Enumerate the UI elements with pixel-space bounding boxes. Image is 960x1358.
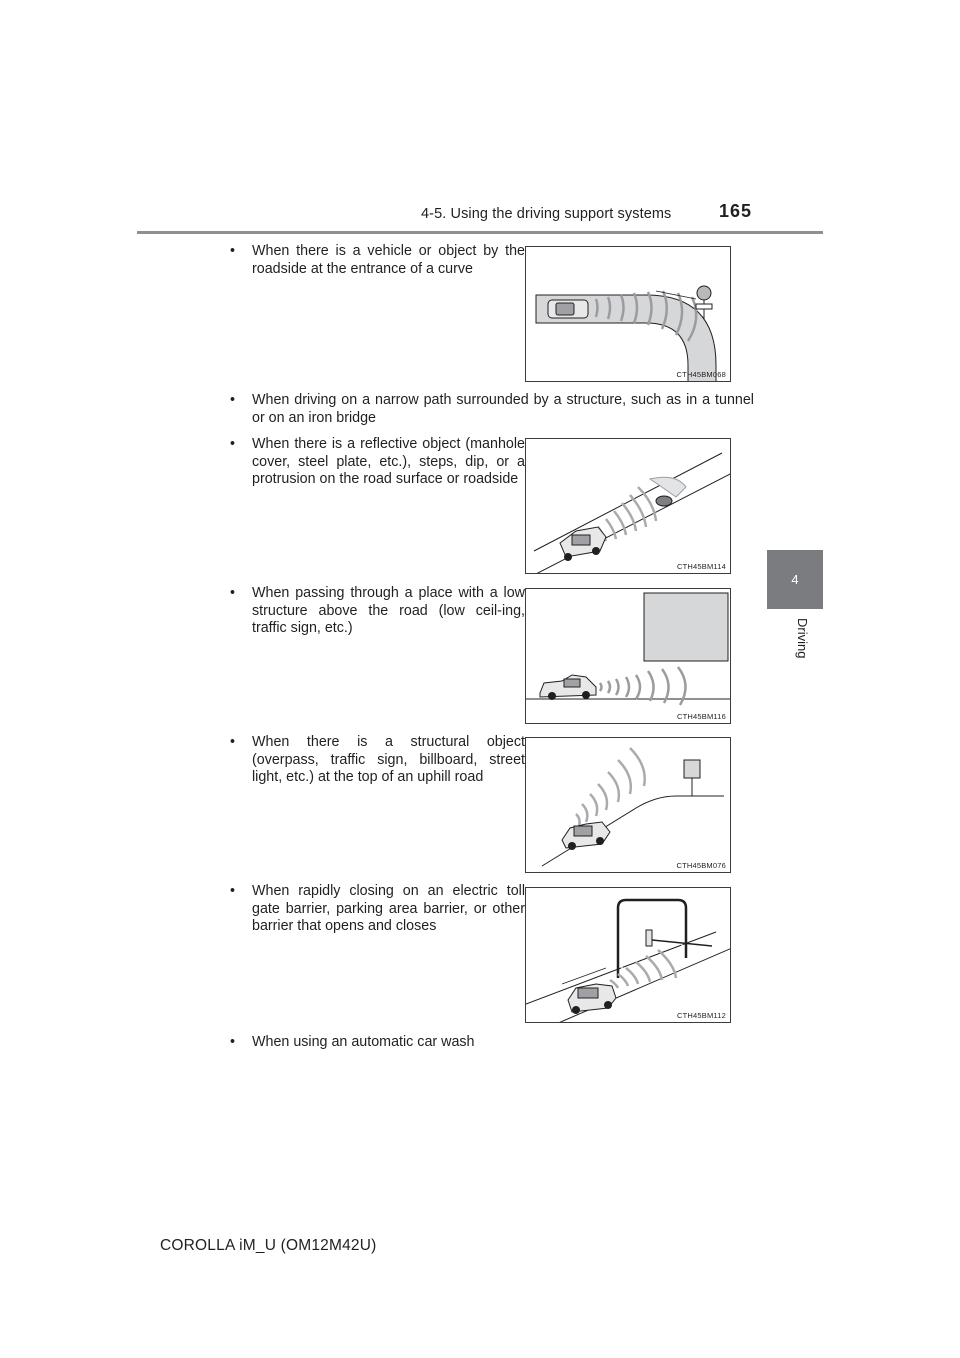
figure-code: CTH45BM114 — [677, 562, 726, 571]
figure-uphill-structure — [525, 737, 731, 873]
bullet-marker: • — [230, 1034, 236, 1050]
curve-illustration — [526, 247, 731, 382]
bullet-item — [230, 1034, 754, 1052]
bullet-text: When there is a vehicle or object by the roadside at the entrance of a curve — [252, 243, 525, 277]
bullet-item — [230, 734, 525, 787]
bullet-item — [230, 585, 525, 638]
page-number: 165 — [719, 201, 753, 221]
figure-code: CTH45BM068 — [676, 370, 726, 379]
footer-model: COROLLA iM_U (OM12M42U) — [160, 1237, 377, 1254]
bullet-marker: • — [230, 436, 236, 452]
bullet-text: When there is a reflective object (manhole cover, steel plate, etc.), steps, dip, or a protrusion on the road surface or roadside — [252, 436, 525, 488]
header-divider — [137, 231, 823, 234]
figure-curve-roadside-object — [525, 246, 731, 382]
road-reflective-illustration — [526, 439, 731, 574]
section-title: 4-5. Using the driving support systems — [421, 206, 672, 222]
bullet-marker: • — [230, 883, 236, 899]
bullet-text: When using an automatic car wash — [252, 1034, 475, 1050]
bullet-marker: • — [230, 392, 236, 408]
toll-gate-illustration — [526, 888, 731, 1023]
figure-code: CTH45BM076 — [676, 861, 726, 870]
figure-toll-gate-barrier — [525, 887, 731, 1023]
bullet-item — [230, 883, 525, 936]
bullet-item — [230, 392, 754, 427]
bullet-text: When passing through a place with a low structure above the road (low ceil-ing, traffic sign, etc.) — [252, 585, 525, 637]
bullet-text: When rapidly closing on an electric toll gate barrier, parking area barrier, or other barrier that opens and closes — [252, 883, 525, 935]
figure-reflective-object — [525, 438, 731, 574]
bullet-marker: • — [230, 585, 236, 601]
figure-low-structure — [525, 588, 731, 724]
chapter-tab — [767, 550, 823, 609]
bullet-item — [230, 436, 525, 489]
bullet-text: When there is a structural object (overpass, traffic sign, billboard, street light, etc.) at the top of an uphill road — [252, 734, 525, 786]
bullet-marker: • — [230, 243, 236, 259]
bullet-item — [230, 243, 525, 278]
figure-code: CTH45BM112 — [677, 1011, 726, 1020]
uphill-illustration — [526, 738, 731, 873]
bullet-marker: • — [230, 734, 236, 750]
chapter-label: Driving — [795, 618, 810, 659]
figure-code: CTH45BM116 — [677, 712, 726, 721]
chapter-number: 4 — [791, 572, 799, 587]
bullet-text: When driving on a narrow path surrounded by a structure, such as in a tunnel or on an iron bridge — [252, 392, 754, 426]
low-ceiling-illustration — [526, 589, 731, 724]
